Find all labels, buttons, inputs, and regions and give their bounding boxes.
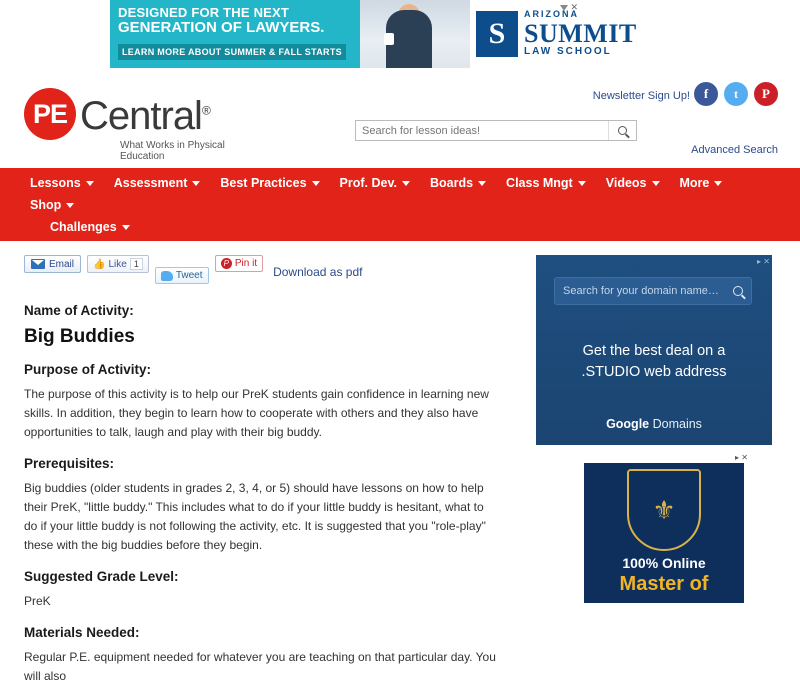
search-button[interactable]: [608, 121, 636, 140]
nav-item-challenges[interactable]: [50, 216, 140, 238]
nav-item-class-mngt[interactable]: [506, 172, 596, 194]
facebook-like-button[interactable]: [87, 255, 149, 273]
section-heading-purpose: Purpose of Activity:: [24, 362, 152, 377]
ad-school-text: [524, 10, 637, 57]
college-ad-line1: 100% Online: [622, 555, 706, 571]
share-toolbar: [24, 255, 498, 289]
nav-item-best-practices[interactable]: [220, 172, 329, 194]
ad-school-top: ARIZONA: [524, 9, 579, 20]
envelope-icon: [31, 259, 45, 269]
page-title: Big Buddies: [24, 326, 135, 347]
nav-item-more[interactable]: [680, 172, 733, 194]
college-ad-line2: Master of: [619, 573, 709, 595]
nav-item-boards[interactable]: [430, 172, 496, 194]
college-crest-glyph: ⚜: [652, 494, 676, 525]
newsletter-signup-link[interactable]: Newsletter Sign Up!: [592, 90, 690, 102]
pin-label: Pin it: [234, 258, 258, 269]
domain-ad-headline: [554, 341, 754, 383]
twitter-icon[interactable]: t: [724, 82, 748, 106]
ad-close-icon[interactable]: ✕: [570, 2, 578, 12]
nav-label: Lessons: [30, 176, 81, 190]
chevron-down-icon: [578, 181, 586, 186]
nav-row-1: [30, 172, 800, 216]
logo-pe-text: PE: [32, 98, 68, 129]
nav-row-2: [30, 216, 800, 238]
nav-label: Prof. Dev.: [339, 176, 397, 190]
pinterest-icon[interactable]: P: [754, 82, 778, 106]
nav-label: Best Practices: [220, 176, 307, 190]
adchoices-triangle-icon: [560, 5, 568, 11]
site-search[interactable]: [355, 120, 637, 141]
nav-label: Shop: [30, 198, 62, 212]
ad-school-sub: LAW SCHOOL: [524, 46, 612, 58]
domain-ad-headline-line1: Get the best deal on a: [582, 343, 726, 359]
ad-photo: [360, 0, 470, 68]
facebook-icon[interactable]: f: [694, 82, 718, 106]
chevron-down-icon: [66, 203, 74, 208]
adchoices-sidebar-2[interactable]: ▸ ✕: [735, 453, 748, 462]
logo-wordmark: [80, 94, 210, 139]
chevron-down-icon: [312, 181, 320, 186]
section-text-materials: Regular P.E. equipment needed for whatever you are teaching on that particular day. You will also: [24, 650, 496, 683]
chevron-down-icon: [192, 181, 200, 186]
ad-school-name: SUMMIT: [524, 18, 637, 48]
chevron-down-icon: [402, 181, 410, 186]
article-column: [0, 241, 520, 692]
search-icon: [618, 126, 627, 135]
chevron-down-icon: [478, 181, 486, 186]
nav-item-prof-dev[interactable]: [340, 172, 420, 194]
college-crest-icon: [627, 469, 701, 551]
pinterest-save-button[interactable]: [215, 255, 263, 272]
domain-search-field[interactable]: [554, 277, 752, 305]
ad-line2: GENERATION OF LAWYERS.: [118, 19, 325, 36]
download-pdf-link[interactable]: Download as pdf: [273, 265, 363, 279]
email-button[interactable]: [24, 255, 81, 273]
nav-item-videos[interactable]: [606, 172, 670, 194]
nav-item-lessons[interactable]: [30, 172, 104, 194]
ad-photo-cup: [384, 33, 394, 45]
chevron-down-icon: [122, 225, 130, 230]
top-banner-ad-inner[interactable]: [110, 0, 690, 68]
email-label: Email: [49, 258, 75, 270]
social-links: [694, 82, 778, 106]
twitter-share: [155, 255, 209, 285]
college-ad[interactable]: [584, 453, 748, 603]
main-navigation: [0, 168, 800, 241]
chevron-down-icon: [652, 181, 660, 186]
domain-ad-brand: [536, 417, 772, 431]
domain-search-placeholder: Search for your domain name…: [563, 285, 719, 297]
thumbs-up-icon: 👍: [93, 258, 106, 270]
logo-registered-icon: ®: [201, 103, 210, 118]
name-of-activity-label: Name of Activity:: [24, 303, 134, 318]
nav-label: Assessment: [113, 176, 188, 190]
section-heading-materials: Materials Needed:: [24, 625, 140, 640]
ad-cta-button[interactable]: LEARN MORE ABOUT SUMMER & FALL STARTS: [118, 44, 346, 60]
adchoices-sidebar-1[interactable]: ▸ ✕: [757, 257, 770, 266]
tweet-label: Tweet: [175, 270, 203, 281]
ad-line1: DESIGNED FOR THE NEXT: [118, 5, 290, 20]
section-heading-prerequisites: Prerequisites:: [24, 456, 115, 471]
pinterest-p-icon: P: [221, 258, 232, 269]
ad-school-branding: [470, 0, 690, 68]
nav-label: Class Mngt: [506, 176, 573, 190]
google-domains-ad[interactable]: [536, 255, 772, 445]
ad-school-mark-icon: S: [476, 11, 518, 57]
top-banner-ad[interactable]: [0, 0, 800, 72]
tweet-button[interactable]: [155, 267, 209, 284]
like-label: Like: [108, 258, 127, 270]
nav-item-shop[interactable]: [30, 194, 84, 216]
section-text-grade-level: PreK: [24, 594, 51, 608]
domain-ad-brand-rest: Domains: [649, 417, 702, 431]
adchoices-top[interactable]: [560, 2, 578, 13]
domain-ad-brand-strong: Google: [606, 417, 650, 431]
logo-tagline: What Works in Physical Education: [120, 140, 225, 162]
like-count: 1: [130, 258, 143, 270]
sidebar-ad-column: [536, 255, 776, 603]
section-heading-grade-level: Suggested Grade Level:: [24, 569, 179, 584]
chevron-down-icon: [714, 181, 722, 186]
section-text-purpose: The purpose of this activity is to help our PreK students gain confidence in learning new skills. In addition, they begin to learn how to cooperate with others and they also have opportunities to talk, laugh and play with their big buddy.: [24, 387, 489, 439]
site-header: [0, 72, 800, 168]
nav-item-assessment[interactable]: [114, 172, 211, 194]
search-icon: [733, 286, 743, 296]
site-logo[interactable]: [24, 84, 254, 162]
nav-label: Videos: [605, 176, 647, 190]
advanced-search-link[interactable]: Advanced Search: [691, 144, 778, 156]
ad-headline-panel: [110, 0, 360, 68]
nav-label: Challenges: [50, 220, 117, 234]
twitter-bird-icon: [161, 271, 173, 281]
logo-word-text: Central: [80, 94, 202, 138]
nav-label: More: [679, 176, 710, 190]
logo-pe-badge: [24, 88, 76, 140]
domain-ad-headline-line2: .STUDIO web address: [581, 364, 727, 380]
nav-label: Boards: [429, 176, 474, 190]
section-text-prerequisites: Big buddies (older students in grades 2, 3, 4, or 5) should have lessons on how to help their PreK, "little buddy." This includes what to do if your little buddy is hesitant, what to do if your little buddy is not following the activity, etc. It is suggested that you "role-play" these with the big buddies before they begin.: [24, 481, 486, 552]
chevron-down-icon: [86, 181, 94, 186]
search-input[interactable]: [356, 121, 608, 140]
